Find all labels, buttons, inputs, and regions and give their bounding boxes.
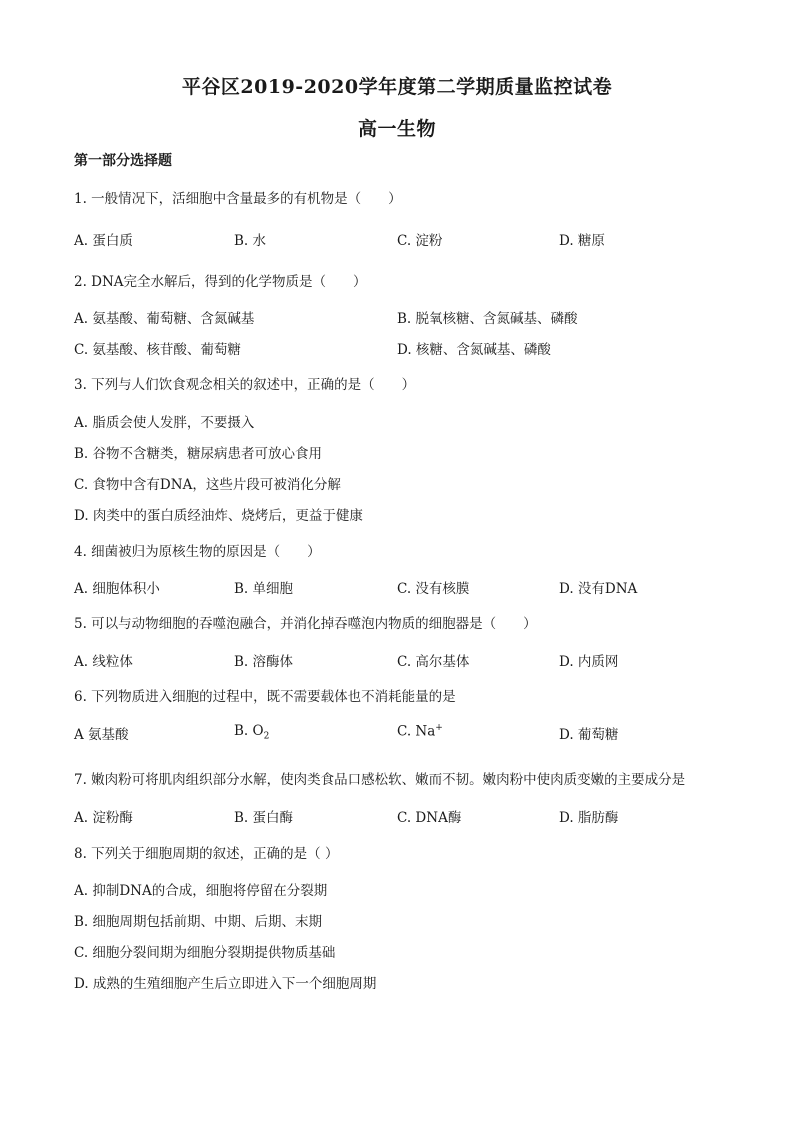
question-2-option-b: B. 脱氧核糖、含氮碱基、磷酸 [397, 311, 578, 327]
question-7-option-c: C. DNA酶 [397, 810, 462, 826]
question-3-stem: 3. 下列与人们饮食观念相关的叙述中，正确的是（ ） [74, 377, 416, 393]
question-6-option-b: B. $O_2$ [234, 723, 270, 742]
question-2-option-a: A. 氨基酸、葡萄糖、含氮碱基 [74, 311, 255, 327]
section-title: 第一部分选择题 [74, 153, 172, 169]
subscript-2: 2 [263, 731, 270, 742]
question-4-option-b: B. 单细胞 [234, 581, 294, 597]
question-6-stem: 6. 下列物质进入细胞的过程中，既不需要载体也不消耗能量的是 [74, 689, 456, 705]
question-4-stem: 4. 细菌被归为原核生物的原因是（ ） [74, 544, 321, 560]
question-5-option-c: C. 高尔基体 [397, 654, 470, 670]
exam-title: 平谷区2019-2020学年度第二学期质量监控试卷 [181, 76, 613, 98]
question-5-option-d: D. 内质网 [559, 654, 619, 670]
question-1-option-c: C. 淀粉 [397, 233, 443, 249]
question-6-option-a: A 氨基酸 [74, 727, 129, 743]
exam-subtitle: 高一生物 [357, 118, 436, 140]
question-6-option-d: D. 葡萄糖 [559, 727, 619, 743]
question-8-option-d: D. 成熟的生殖细胞产生后立即进入下一个细胞周期 [74, 976, 377, 992]
question-5-stem: 5. 可以与动物细胞的吞噬泡融合，并消化掉吞噬泡内物质的细胞器是（ ） [74, 616, 537, 632]
question-3-option-a: A. 脂质会使人发胖，不要摄入 [74, 415, 255, 431]
question-2-stem: 2. DNA完全水解后，得到的化学物质是（ ） [74, 274, 367, 290]
question-1-stem: 1. 一般情况下，活细胞中含量最多的有机物是（ ） [74, 191, 402, 207]
question-4-option-a: A. 细胞体积小 [74, 581, 160, 597]
question-5-option-a: A. 线粒体 [74, 654, 133, 670]
question-4-option-d: D. 没有DNA [559, 581, 638, 597]
question-1-option-a: A. 蛋白质 [74, 233, 133, 249]
question-3-option-c: C. 食物中含有DNA，这些片段可被消化分解 [74, 477, 341, 493]
question-8-option-a: A. 抑制DNA的合成，细胞将停留在分裂期 [74, 883, 328, 899]
question-1-option-d: D. 糖原 [559, 233, 605, 249]
question-1-option-b: B. 水 [234, 233, 267, 249]
question-4-option-c: C. 没有核膜 [397, 581, 470, 597]
question-7-option-a: A. 淀粉酶 [74, 810, 133, 826]
question-3-option-b: B. 谷物不含糖类，糖尿病患者可放心食用 [74, 446, 323, 462]
question-8-option-b: B. 细胞周期包括前期、中期、后期、末期 [74, 914, 323, 930]
superscript-plus: + [435, 723, 443, 733]
question-3-option-d: D. 肉类中的蛋白质经油炸、烧烤后，更益于健康 [74, 508, 363, 524]
question-7-stem: 7. 嫩肉粉可将肌肉组织部分水解，使肉类食品口感松软、嫩而不韧。嫩肉粉中使肉质变嫩的主要成分是 [74, 772, 686, 788]
question-7-option-b: B. 蛋白酶 [234, 810, 294, 826]
question-8-option-c: C. 细胞分裂间期为细胞分裂期提供物质基础 [74, 945, 336, 961]
question-2-option-c: C. 氨基酸、核苷酸、葡萄糖 [74, 342, 241, 358]
question-6-option-c: C. Na+ [397, 723, 443, 740]
question-8-stem: 8. 下列关于细胞周期的叙述，正确的是（ ） [74, 846, 339, 862]
question-2-option-d: D. 核糖、含氮碱基、磷酸 [397, 342, 551, 358]
question-5-option-b: B. 溶酶体 [234, 654, 294, 670]
question-7-option-d: D. 脂肪酶 [559, 810, 619, 826]
